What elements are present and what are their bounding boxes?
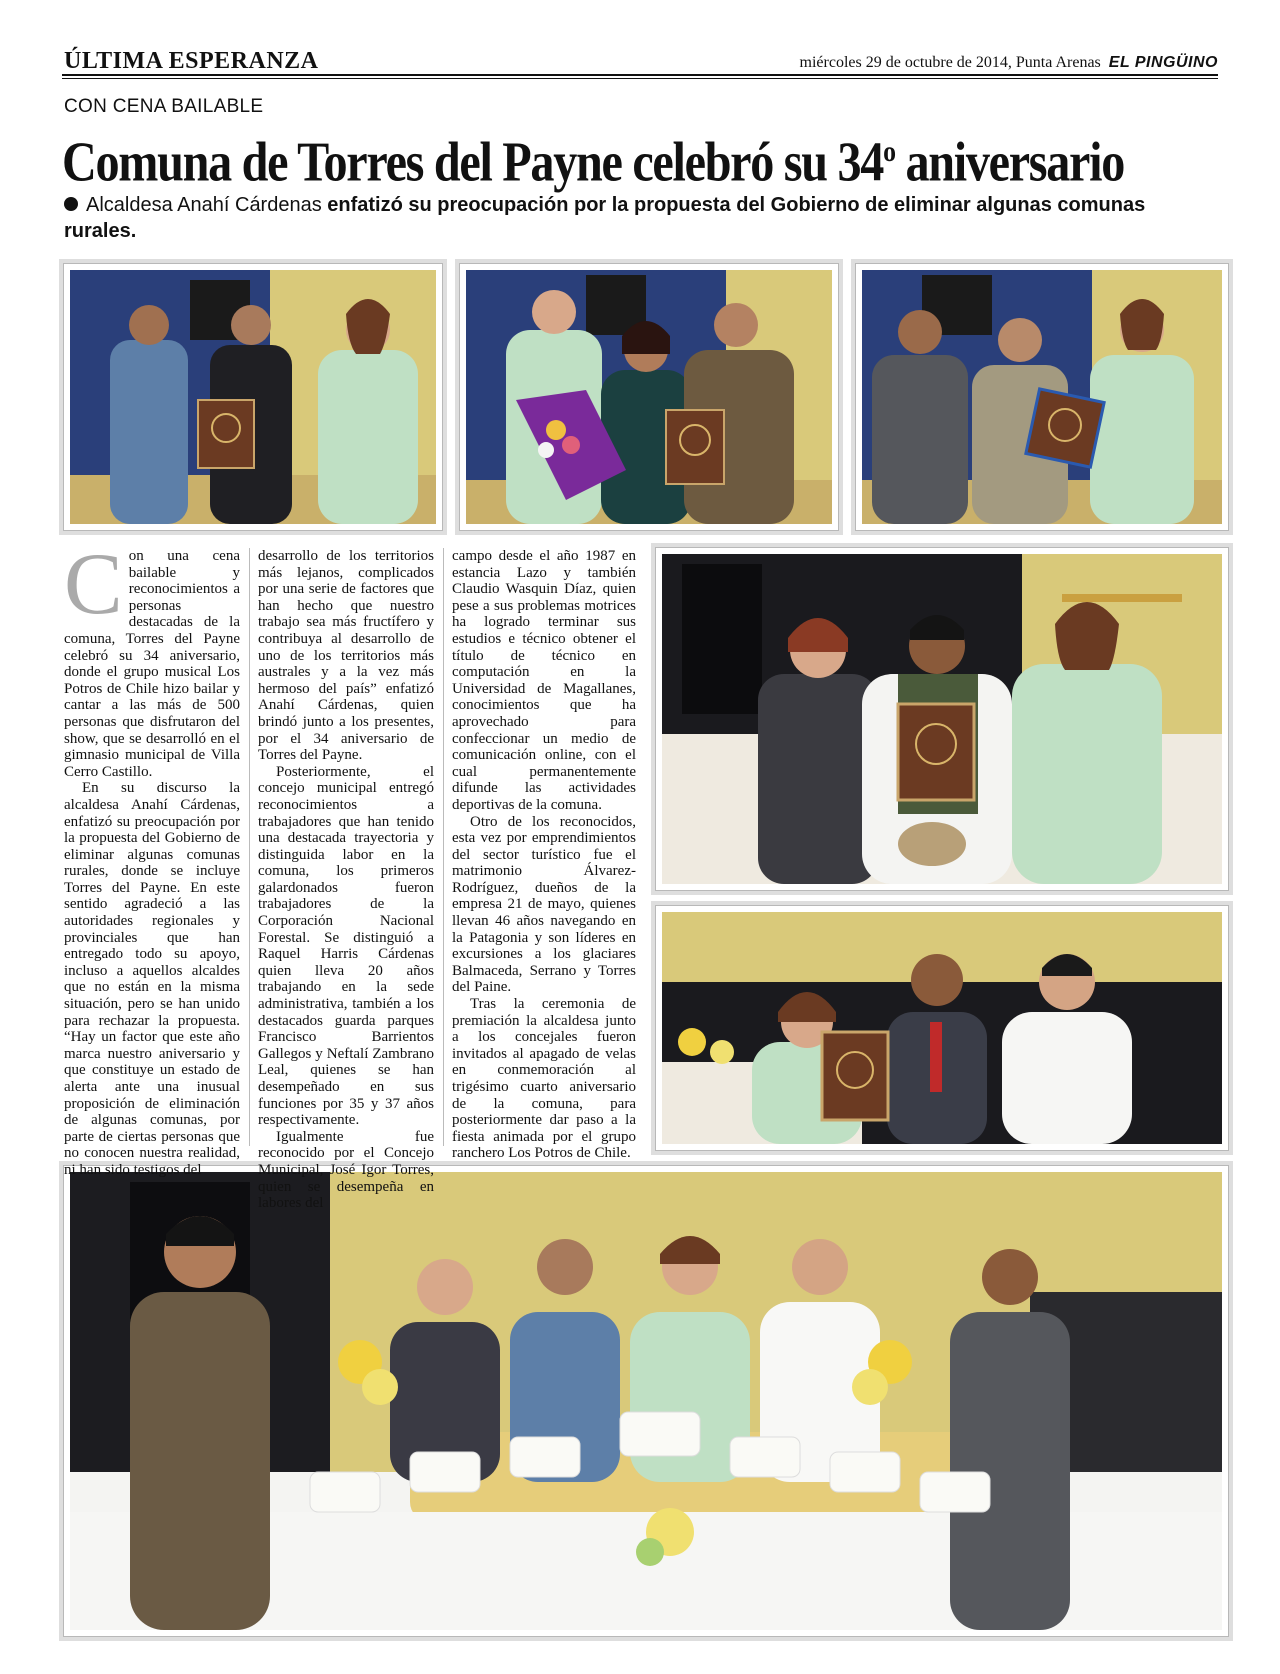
article-column-2 bbox=[258, 548, 434, 1212]
dateline bbox=[800, 54, 1218, 72]
subhead-lead: Alcaldesa Anahí Cárdenas bbox=[86, 194, 322, 216]
photo-award-5 bbox=[656, 906, 1228, 1150]
column-divider bbox=[249, 548, 250, 1146]
photo-award-2 bbox=[460, 264, 838, 530]
col1-para-2: En su discurso la alcaldesa Anahí Cárdenas, enfatizó su preocupación por la propuesta del Gobierno de eliminar algunas comunas rurales, donde se incluye Torres del Payne. En este sentido agradeció a las autoridades regionales y provinciales que han entregado todo su apoyo, incluso a aquellos alcaldes que no están en la misma situación, pero se han unido para rechazar la propuesta. “Hay un factor que este año marca nuestro aniversario y que constituye un estado de alerta ante una inusual proposición de eliminación de algunas comunas, por parte de ciertas personas que no conocen nuestra realidad, ni han sido testigos del bbox=[64, 780, 240, 1178]
section-name: ÚLTIMA ESPERANZA bbox=[64, 48, 319, 74]
headline-main: Comuna de Torres del Payne celebró su 34 bbox=[62, 131, 884, 194]
photo-award-4 bbox=[656, 548, 1228, 890]
col3-para-2: Otro de los reconocidos, esta vez por emprendimientos del sector turístico fue el matrimonio Álvarez-Rodríguez, dueños de la empresa 21 de mayo, quienes llevan 46 años navegando en la Patagonia y son líderes en excursiones a los glaciares Balmaceda, Serrano y Torres del Paine. bbox=[452, 813, 636, 996]
photo-award-3 bbox=[856, 264, 1228, 530]
col3-para-1: campo desde el año 1987 en estancia Lazo y también Claudio Wasquin Díaz, quien pese a sus problemas motrices ha logrado terminar sus estudios e técnico obtener el título de técnico en computación en la Universidad de Magallanes, conocimientos que ha aprovechado para confeccionar un medio de comunicación online, con el cual permanentemente difunde las actividades deportivas de la comuna. bbox=[452, 548, 636, 813]
drop-cap: C bbox=[64, 536, 123, 633]
subhead bbox=[64, 192, 1220, 244]
date-text: miércoles 29 de octubre de 2014, Punta Arenas bbox=[799, 54, 1101, 71]
col2-para-2: Posteriormente, el concejo municipal entregó reconocimientos a trabajadores que han tenido una destacada trayectoria y distinguida labor en la comuna, los primeros galardonados fueron trabajadores de la Corporación Nacional Forestal. Se distinguió a Raquel Harris Cárdenas quien lleva 20 años trabajando en la sede administrativa, también a los destacados guarda parques Francisco Barrientos Gallegos y Neftalí Zambrano Leal, quienes se han desempeñado en sus funciones por 35 y 37 años respectivamente. bbox=[258, 763, 434, 1129]
column-divider bbox=[443, 548, 444, 1146]
col3-para-3: Tras la ceremonia de premiación la alcaldesa junto a los concejales fueron invitados al apagado de velas en conmemoración al trigésimo cuarto aniversario de la comuna, para posteriormente dar paso a la fiesta animada por el grupo ranchero Los Potros de Chile. bbox=[452, 996, 636, 1162]
photo-award-1 bbox=[64, 264, 442, 530]
headline-end: aniversario bbox=[894, 131, 1125, 194]
bullet-icon bbox=[64, 197, 78, 211]
col1-para-1: on una cena bailable y reconocimientos a personas destacadas de la comuna, Torres del Payne celebró su 34 aniversario, donde el grupo musical Los Potros de Chile hizo bailar y cantar a las más de 500 personas que disfrutaron del show, que se desarrolló en el gimnasio municipal de Villa Cerro Castillo. bbox=[64, 548, 240, 780]
photo-cake-ceremony bbox=[64, 1166, 1228, 1636]
article-column-1 bbox=[64, 536, 240, 1179]
header-rule-thin bbox=[62, 78, 1218, 79]
col2-para-3: Igualmente fue reconocido por el Concejo Municipal, José Igor Torres, quien se desempeña en labores del bbox=[258, 1128, 434, 1212]
headline-degree: o bbox=[883, 135, 895, 168]
article-column-3 bbox=[452, 548, 636, 1162]
kicker: CON CENA BAILABLE bbox=[64, 96, 264, 117]
subhead-rest: enfatizó su preocupación por la propuesta del Gobierno de eliminar algunas comunas rurales. bbox=[64, 194, 1146, 242]
header-rule bbox=[62, 74, 1218, 76]
publication-logo: EL PINGÜINO bbox=[1108, 54, 1218, 71]
col2-para-1: desarrollo de los territorios más lejanos, complicados por una serie de factores que han hecho que nuestro trabajo sea más fructífero y contribuya al desarrollo de uno de los territorios más australes y a la vez más hermoso del país” enfatizó Anahí Cárdenas, quien brindó junto a los presentes, por el 34 aniversario de Torres del Payne. bbox=[258, 548, 434, 764]
headline bbox=[62, 120, 1125, 195]
